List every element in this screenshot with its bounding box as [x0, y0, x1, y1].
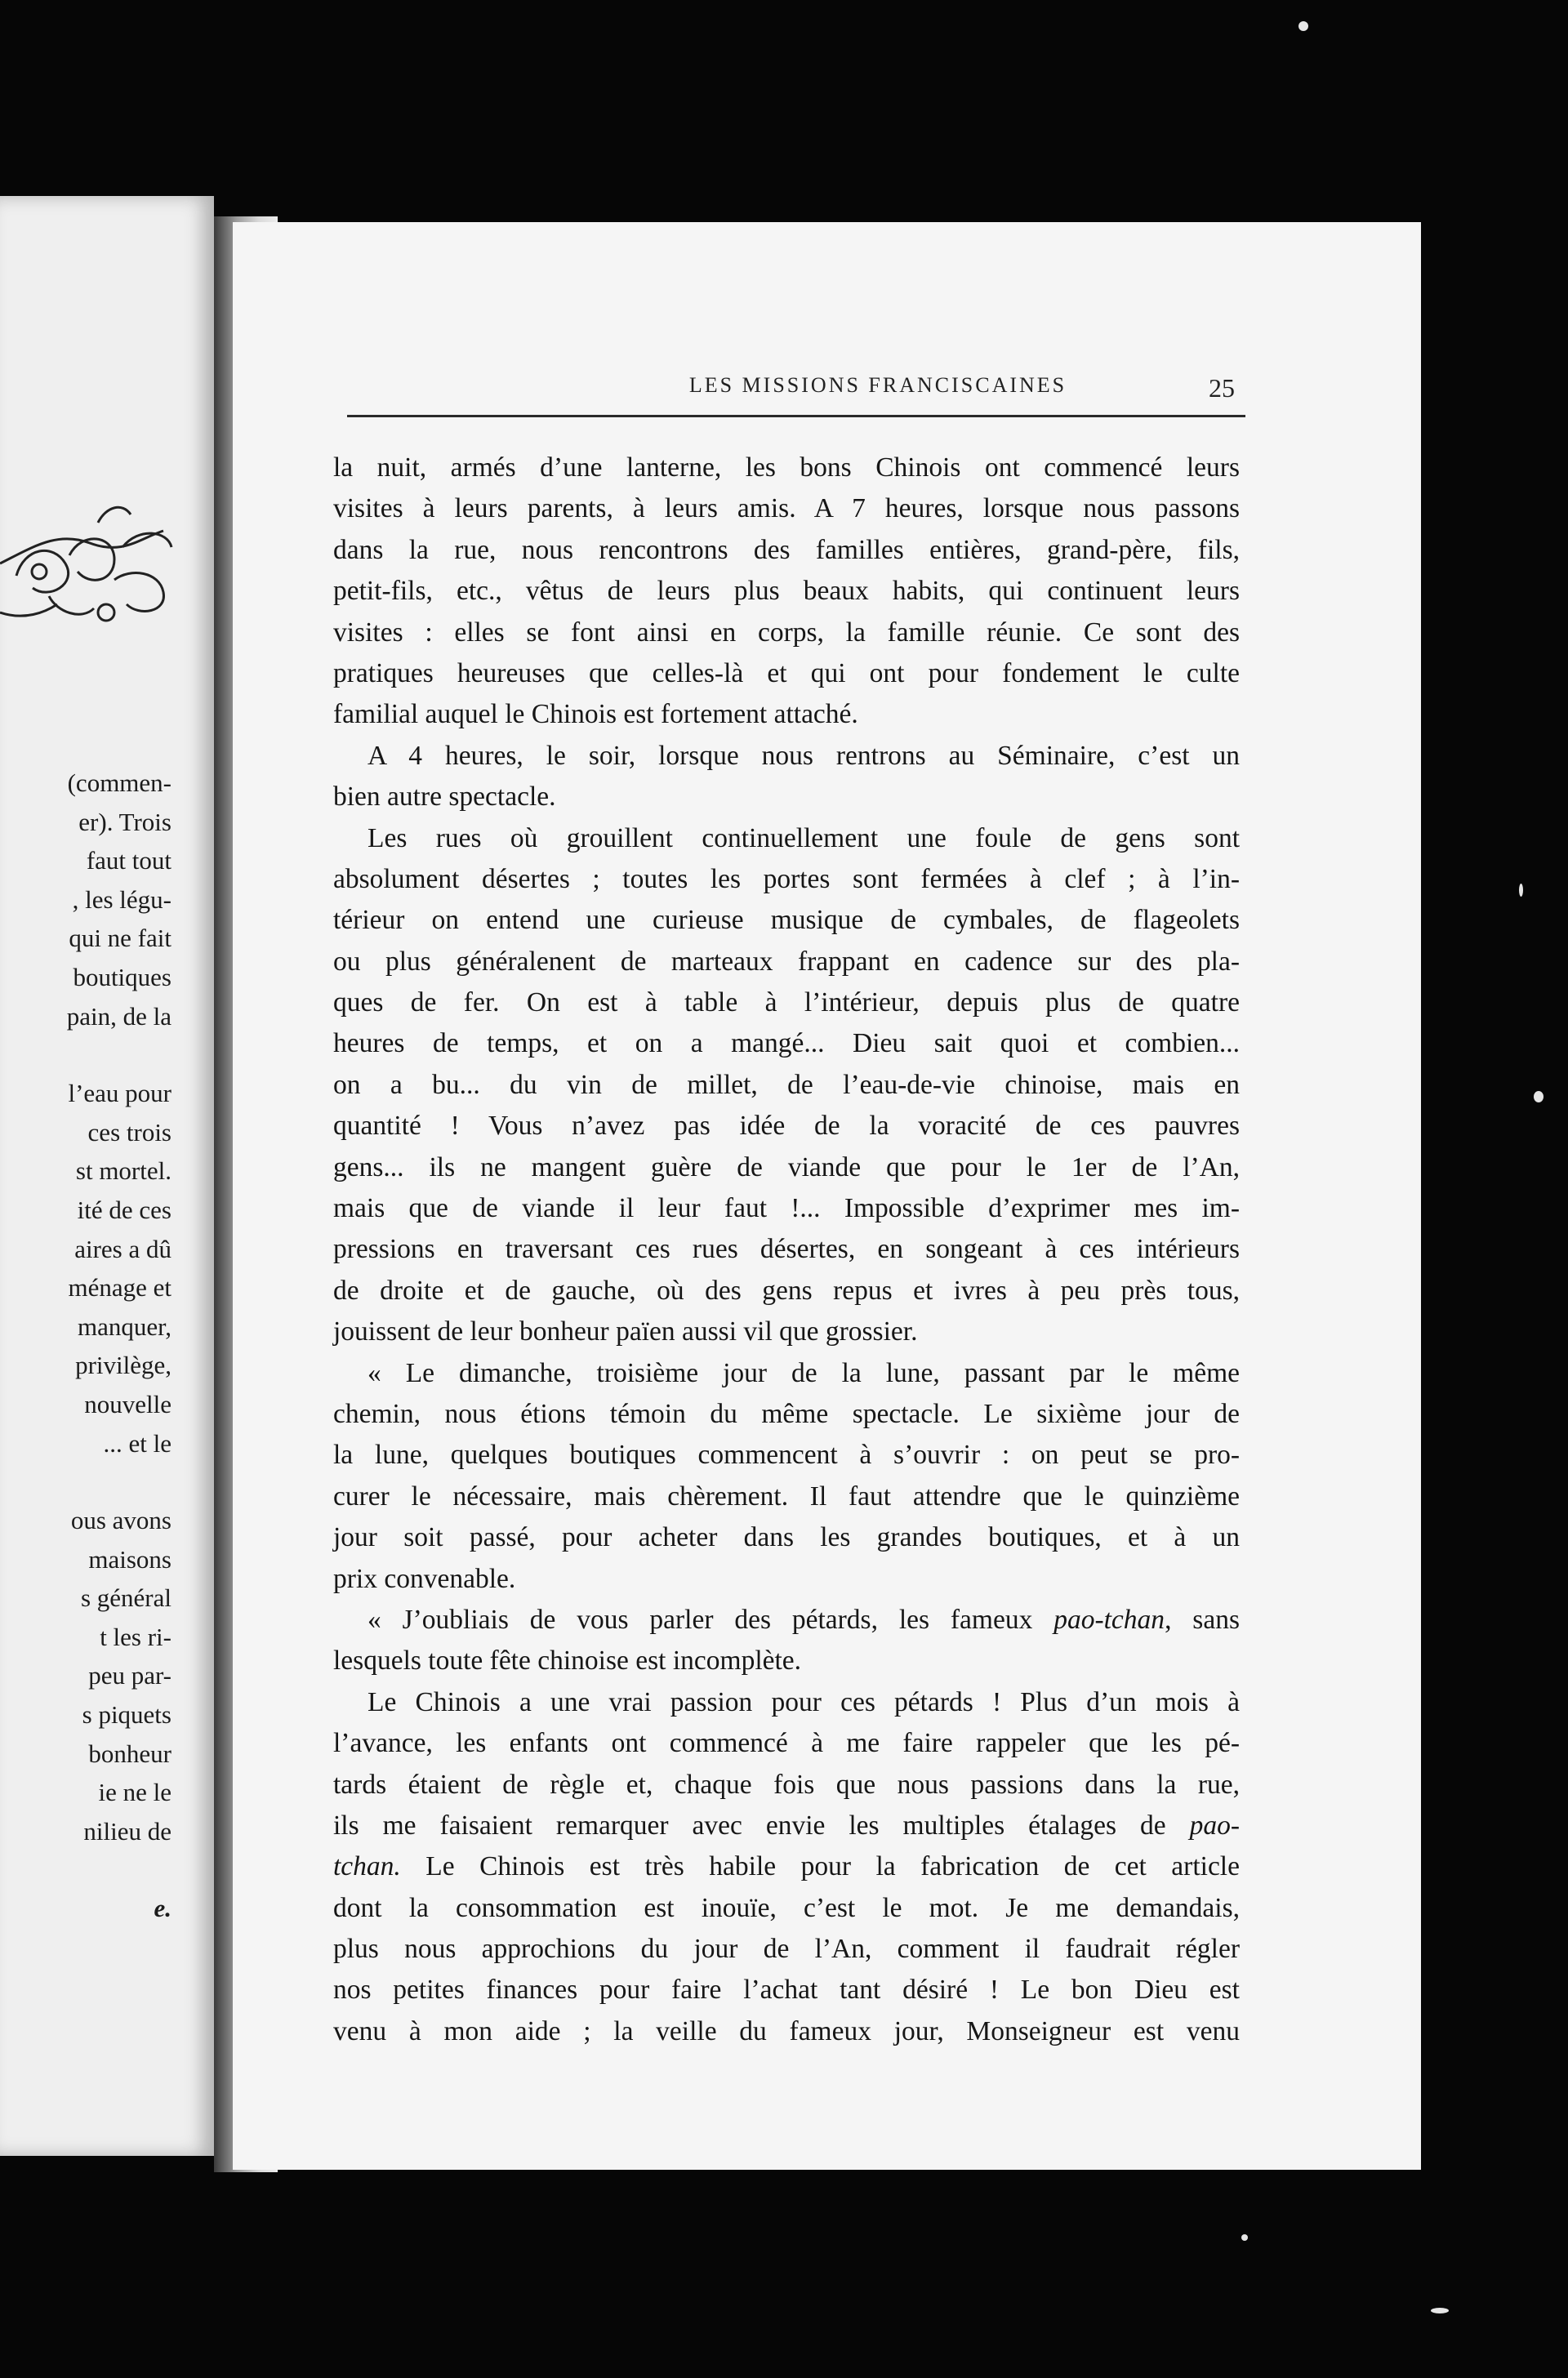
scan-speck: [1298, 21, 1308, 31]
left-text-line: e.: [154, 1894, 172, 1923]
text-line: curer le nécessaire, mais chèrement. Il faut attendre que le quinzième: [333, 1481, 1240, 1512]
left-text-line: peu par-: [88, 1661, 172, 1690]
right-page: [233, 222, 1421, 2170]
left-text-line: st mortel.: [75, 1156, 172, 1186]
left-page: [0, 196, 214, 2156]
left-text-line: ... et le: [103, 1428, 172, 1458]
left-text-line: ité de ces: [77, 1195, 172, 1224]
left-text-line: nouvelle: [84, 1389, 172, 1418]
left-text-line: ces trois: [87, 1117, 172, 1147]
text-line: visites : elles se font ainsi en corps, la famille réunie. Ce sont des: [333, 617, 1240, 648]
text-line: « J’oubliais de vous parler des pétards, les fameux pao-tchan, sans: [368, 1604, 1240, 1635]
text-line: jouissent de leur bonheur païen aussi vil que grossier.: [333, 1316, 918, 1347]
text-line: l’avance, les enfants ont commencé à me faire rappeler que les pé-: [333, 1728, 1240, 1759]
text-line: jour soit passé, pour acheter dans les grandes boutiques, et à un: [333, 1522, 1240, 1553]
left-text-line: boutiques: [73, 962, 172, 991]
text-line: tards étaient de règle et, chaque fois que nous passions dans la rue,: [333, 1769, 1240, 1800]
text-line: pratiques heureuses que celles-là et qui ont pour fondement le culte: [333, 657, 1240, 688]
page-number: 25: [1209, 373, 1235, 403]
left-text-line: pain, de la: [66, 1001, 172, 1031]
left-text-line: t les ri-: [100, 1622, 172, 1651]
text-line: bien autre spectacle.: [333, 782, 556, 813]
left-text-line: bonheur: [88, 1739, 172, 1768]
scan-speck: [1534, 1091, 1544, 1102]
left-text-line: nilieu de: [83, 1816, 172, 1846]
text-line: « Le dimanche, troisième jour de la lune, passant par le même: [368, 1357, 1240, 1388]
left-text-line: maisons: [88, 1544, 172, 1574]
text-line: ou plus généralenent de marteaux frappant en cadence sur des pla-: [333, 946, 1240, 977]
text-line: A 4 heures, le soir, lorsque nous rentrons au Séminaire, c’est un: [368, 740, 1240, 771]
text-line: plus nous approchions du jour de l’An, comment il faudrait régler: [333, 1934, 1240, 1965]
left-text-line: aires a dû: [74, 1234, 172, 1263]
left-text-line: privilège,: [75, 1351, 172, 1380]
left-text-line: ie ne le: [98, 1778, 172, 1807]
floral-ornament-icon: [0, 367, 188, 710]
text-line: chemin, nous étions témoin du même spectacle. Le sixième jour de: [333, 1398, 1240, 1429]
text-line: familial auquel le Chinois est fortement attaché.: [333, 699, 858, 730]
line-gap: [0, 1463, 172, 1501]
text-line: de droite et de gauche, où des gens repus et ivres à peu près tous,: [333, 1275, 1240, 1306]
text-line: la lune, quelques boutiques commencent à s’ouvrir : on peut se pro-: [333, 1440, 1240, 1471]
left-text-line: ous avons: [70, 1506, 172, 1535]
line-gap: [0, 1850, 172, 1889]
text-line: dont la consommation est inouïe, c’est le mot. Je me demandais,: [333, 1892, 1240, 1923]
text-line: Le Chinois a une vrai passion pour ces pétards ! Plus d’un mois à: [368, 1686, 1240, 1717]
left-text-line: s piquets: [82, 1700, 172, 1730]
text-line: nos petites finances pour faire l’achat tant désiré ! Le bon Dieu est: [333, 1975, 1240, 2006]
text-line: heures de temps, et on a mangé... Dieu sait quoi et combien...: [333, 1028, 1240, 1059]
text-line: gens... ils ne mangent guère de viande que pour le 1er de l’An,: [333, 1151, 1240, 1182]
text-line: pressions en traversant ces rues désertes, en songeant à ces intérieurs: [333, 1234, 1240, 1265]
header-rule: [347, 415, 1245, 417]
left-text-line: ménage et: [68, 1273, 172, 1303]
text-line: venu à mon aide ; la veille du fameux jour, Monseigneur est venu: [333, 2015, 1240, 2046]
left-text-line: (commen-: [67, 768, 172, 797]
text-line: absolument désertes ; toutes les portes sont fermées à clef ; à l’in-: [333, 863, 1240, 894]
left-text-line: , les légu-: [72, 884, 172, 914]
left-text-line: qui ne fait: [69, 924, 172, 953]
text-line: tchan. Le Chinois est très habile pour la fabrication de cet article: [333, 1851, 1240, 1882]
text-line: ils me faisaient remarquer avec envie les multiples étalages de pao-: [333, 1810, 1240, 1841]
text-line: visites à leurs parents, à leurs amis. A 7 heures, lorsque nous passons: [333, 493, 1240, 524]
left-text-line: er). Trois: [78, 807, 172, 836]
left-page-text: [0, 764, 172, 1928]
scan-speck: [1519, 884, 1523, 897]
body-text: [333, 448, 1240, 2052]
text-line: on a bu... du vin de millet, de l’eau-de-vie chinoise, mais en: [333, 1069, 1240, 1100]
text-line: dans la rue, nous rencontrons des familles entières, grand-père, fils,: [333, 534, 1240, 565]
text-line: lesquels toute fête chinoise est incomplète.: [333, 1645, 802, 1677]
running-head: LES MISSIONS FRANCISCAINES: [688, 373, 1067, 397]
text-line: Les rues où grouillent continuellement une foule de gens sont: [368, 822, 1240, 853]
left-text-line: l’eau pour: [68, 1079, 172, 1108]
text-line: térieur on entend une curieuse musique de cymbales, de flageolets: [333, 905, 1240, 936]
line-gap: [0, 1035, 172, 1074]
left-text-line: s général: [80, 1583, 172, 1613]
scan-speck: [1241, 2234, 1248, 2241]
text-line: la nuit, armés d’une lanterne, les bons Chinois ont commencé leurs: [333, 452, 1240, 483]
left-text-line: faut tout: [86, 846, 172, 875]
text-line: mais que de viande il leur faut !... Impossible d’exprimer mes im-: [333, 1193, 1240, 1224]
text-line: petit-fils, etc., vêtus de leurs plus beaux habits, qui continuent leurs: [333, 576, 1240, 607]
left-text-line: manquer,: [78, 1311, 172, 1341]
text-line: prix convenable.: [333, 1563, 516, 1594]
text-line: ques de fer. On est à table à l’intérieur, depuis plus de quatre: [333, 987, 1240, 1018]
text-line: quantité ! Vous n’avez pas idée de la voracité de ces pauvres: [333, 1111, 1240, 1142]
scan-speck: [1431, 2308, 1449, 2313]
